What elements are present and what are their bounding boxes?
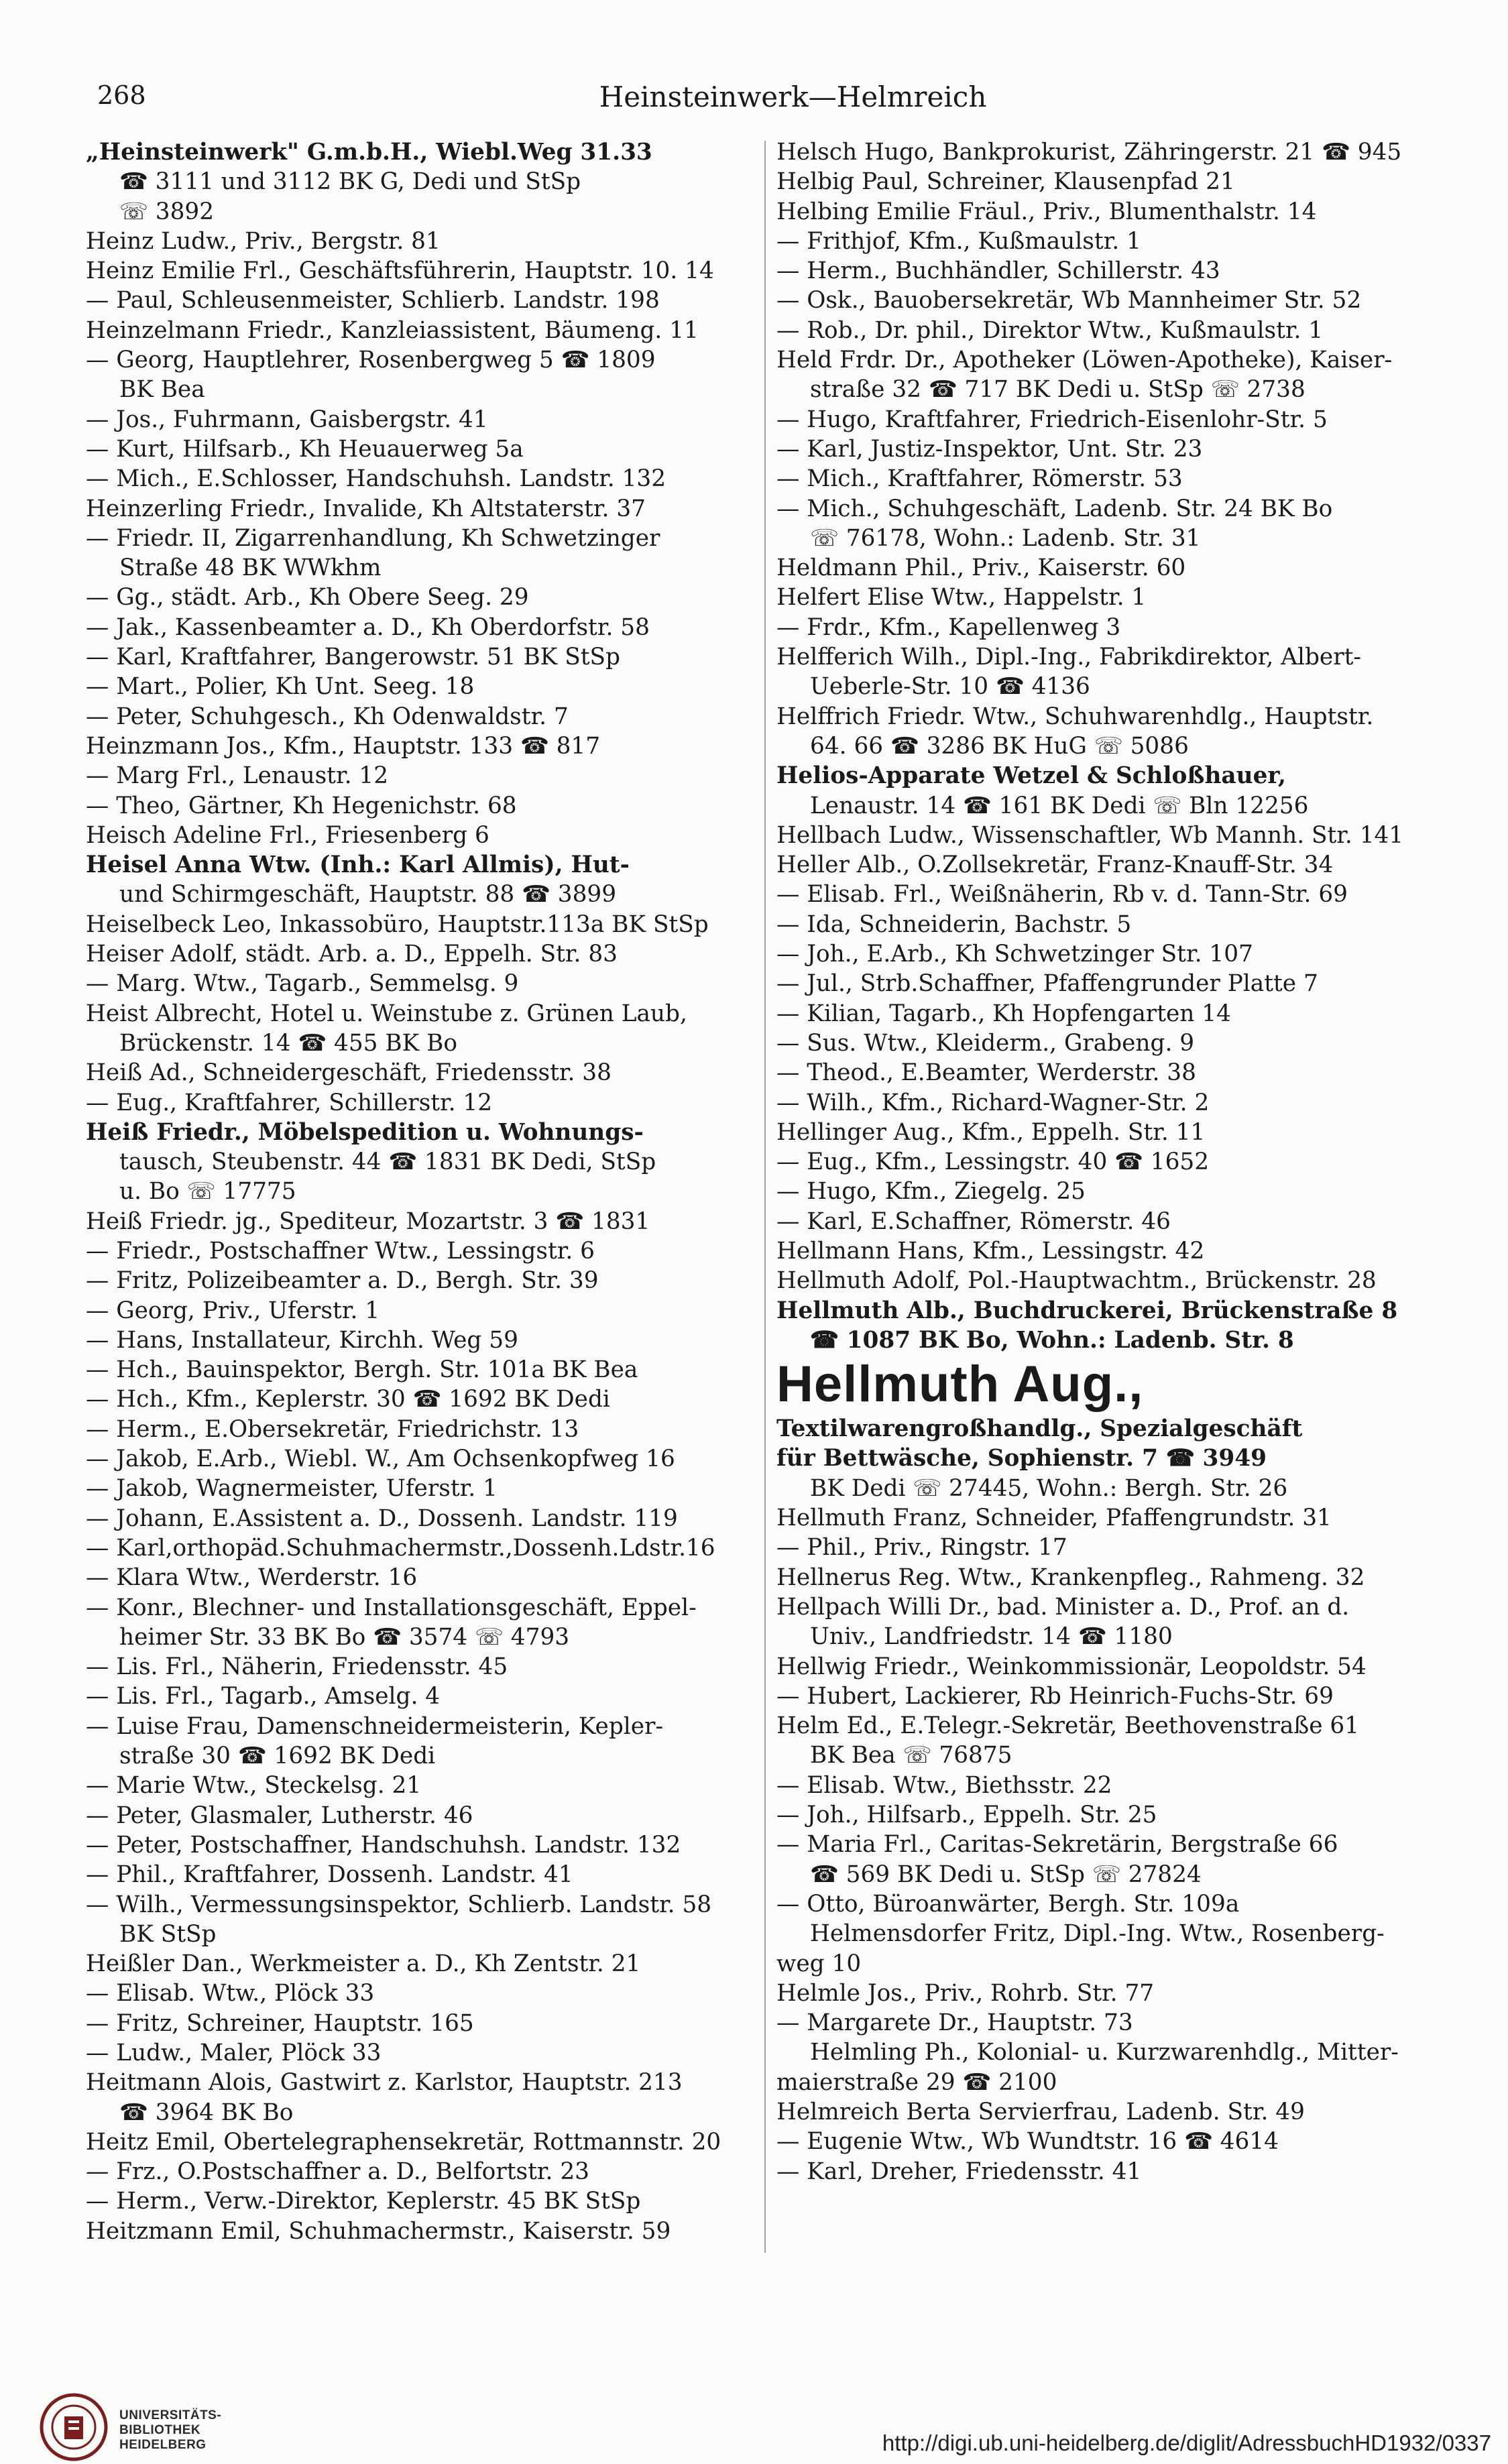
directory-entry-line: — Elisab. Wtw., Biethsstr. 22 [776, 1771, 1112, 1799]
directory-entry-line: — Ludw., Maler, Plöck 33 [86, 2040, 382, 2066]
source-url[interactable]: http://digi.ub.uni-heidelberg.de/diglit/AdressbuchHD1932/0337 [882, 2430, 1491, 2455]
directory-entry-line: Helmling Ph., Kolonial- u. Kurzwarenhdlg., Mitter- [810, 2039, 1399, 2066]
directory-entry-line: — Luise Frau, Damenschneidermeisterin, Kepler- [86, 1712, 664, 1740]
directory-entry-line: — Theod., E.Beamter, Werderstr. 38 [776, 1059, 1196, 1087]
directory-entry-line: BK Dedi ☏ 27445, Wohn.: Bergh. Str. 26 [810, 1474, 1288, 1502]
left-column [86, 137, 760, 2256]
directory-entry-line: BK StSp [119, 1920, 217, 1948]
directory-entry-line: — Fritz, Polizeibeamter a. D., Bergh. Str. 39 [86, 1267, 599, 1295]
directory-entry-line: weg 10 [776, 1950, 862, 1977]
directory-entry-line: Helffrich Friedr. Wtw., Schuhwarenhdlg., Hauptstr. [776, 703, 1374, 730]
directory-entry-line: und Schirmgeschäft, Hauptstr. 88 ☎ 3899 [119, 881, 617, 908]
directory-entry-line: Heitzmann Emil, Schuhmachermstr., Kaiserstr. 59 [86, 2217, 671, 2245]
directory-entry-line: Hellwig Friedr., Weinkommissionär, Leopoldstr. 54 [776, 1653, 1367, 1680]
directory-entry-line: — Johann, E.Assistent a. D., Dossenh. Landstr. 119 [86, 1505, 678, 1532]
directory-entry-line: — Herm., Buchhändler, Schillerstr. 43 [776, 257, 1220, 285]
directory-entry-line: für Bettwäsche, Sophienstr. 7 ☎ 3949 [776, 1445, 1267, 1472]
directory-entry-line: — Peter, Postschaffner, Handschuhsh. Landstr. 132 [86, 1831, 681, 1859]
directory-entry-line: — Lis. Frl., Näherin, Friedensstr. 45 [86, 1653, 508, 1681]
directory-entry-line: Heisch Adeline Frl., Friesenberg 6 [86, 821, 489, 849]
directory-entry-line: — Joh., Hilfsarb., Eppelh. Str. 25 [776, 1802, 1157, 1829]
directory-entry-line: — Theo, Gärtner, Kh Hegenichstr. 68 [86, 792, 517, 819]
directory-entry-line: — Karl, E.Schaffner, Römerstr. 46 [776, 1208, 1171, 1235]
directory-entry-line: Heiß Ad., Schneidergeschäft, Friedensstr. 38 [86, 1059, 612, 1087]
directory-entry-line: — Sus. Wtw., Kleiderm., Grabeng. 9 [776, 1029, 1195, 1057]
directory-entry-line: — Rob., Dr. phil., Direktor Wtw., Kußmaulstr. 1 [776, 316, 1324, 344]
running-head: Heinsteinwerk—Helmreich [599, 80, 987, 113]
directory-entry-line: — Klara Wtw., Werderstr. 16 [86, 1564, 418, 1592]
page-footer [0, 2380, 1508, 2464]
directory-entry-line: — Jakob, Wagnermeister, Uferstr. 1 [86, 1475, 498, 1503]
directory-entry-line: — Georg, Hauptlehrer, Rosenbergweg 5 ☎ 1809 [86, 347, 656, 374]
directory-entry-line: — Jak., Kassenbeamter a. D., Kh Oberdorfstr. 58 [86, 613, 650, 641]
directory-entry-line: straße 32 ☎ 717 BK Dedi u. StSp ☏ 2738 [810, 376, 1306, 404]
directory-entry-line: — Mich., E.Schlosser, Handschuhsh. Landstr. 132 [86, 465, 666, 493]
directory-entry-line: — Konr., Blechner- und Installationsgeschäft, Eppel- [86, 1594, 697, 1621]
directory-entry-line: — Fritz, Schreiner, Hauptstr. 165 [86, 2009, 474, 2037]
directory-entry-line: — Karl, Dreher, Friedensstr. 41 [776, 2158, 1142, 2185]
directory-entry-line: ☎ 569 BK Dedi u. StSp ☏ 27824 [810, 1861, 1202, 1888]
page-number: 268 [97, 80, 146, 110]
directory-entry-line: — Kilian, Tagarb., Kh Hopfengarten 14 [776, 1000, 1231, 1027]
directory-entry-line: ☏ 76178, Wohn.: Ladenb. Str. 31 [810, 524, 1201, 552]
directory-entry-line: — Ida, Schneiderin, Bachstr. 5 [776, 911, 1132, 938]
university-seal-icon [39, 2392, 109, 2463]
directory-entry-line: „Heinsteinwerk" G.m.b.H., Wiebl.Weg 31.33 [86, 139, 652, 166]
directory-entry-line: — Gg., städt. Arb., Kh Obere Seeg. 29 [86, 584, 529, 611]
directory-entry-line: Heitz Emil, Obertelegraphensekretär, Rottmannstr. 20 [86, 2128, 721, 2156]
directory-entry-line: — Karl, Justiz-Inspektor, Unt. Str. 23 [776, 435, 1203, 463]
directory-entry-line: Hellmuth Franz, Schneider, Pfaffengrundstr. 31 [776, 1505, 1332, 1532]
directory-entry-line: — Jul., Strb.Schaffner, Pfaffengrunder Platte 7 [776, 970, 1318, 998]
directory-entry-line: Heißler Dan., Werkmeister a. D., Kh Zentstr. 21 [86, 1950, 641, 1978]
directory-entry-line: Ueberle-Str. 10 ☎ 4136 [810, 673, 1090, 701]
directory-entry-line: — Phil., Priv., Ringstr. 17 [776, 1534, 1067, 1562]
directory-entry-line: — Frz., O.Postschaffner a. D., Belfortstr. 23 [86, 2158, 589, 2186]
directory-entry-line: — Peter, Glasmaler, Lutherstr. 46 [86, 1802, 473, 1829]
column-divider [764, 141, 766, 2253]
directory-entry-line: — Osk., Bauobersekretär, Wb Mannheimer Str. 52 [776, 287, 1362, 314]
directory-entry-line: Hellbach Ludw., Wissenschaftler, Wb Mannh. Str. 141 [776, 821, 1404, 849]
directory-entry-line: Heiser Adolf, städt. Arb. a. D., Eppelh. Str. 83 [86, 941, 618, 968]
library-name: UNIVERSITÄTS- BIBLIOTHEK HEIDELBERG [119, 2408, 222, 2452]
directory-entry-line: Hellinger Aug., Kfm., Eppelh. Str. 11 [776, 1118, 1206, 1146]
directory-entry-line: Heiselbeck Leo, Inkassobüro, Hauptstr.113a BK StSp [86, 911, 709, 938]
directory-entry-line: Helmensdorfer Fritz, Dipl.-Ing. Wtw., Rosenberg- [810, 1920, 1385, 1948]
directory-entry-line: Heiß Friedr. jg., Spediteur, Mozartstr. 3 ☎ 1831 [86, 1208, 650, 1235]
directory-entry-line: Helmle Jos., Priv., Rohrb. Str. 77 [776, 1979, 1155, 2007]
directory-entry-line: — Phil., Kraftfahrer, Dossenh. Landstr. 41 [86, 1861, 573, 1889]
directory-entry-line: — Herm., E.Obersekretär, Friedrichstr. 13 [86, 1415, 579, 1443]
directory-entry-line: Hellmann Hans, Kfm., Lessingstr. 42 [776, 1237, 1205, 1265]
directory-entry-line: Univ., Landfriedstr. 14 ☎ 1180 [810, 1623, 1173, 1651]
directory-entry-line: — Eug., Kfm., Lessingstr. 40 ☎ 1652 [776, 1149, 1210, 1176]
directory-entry-line: Heist Albrecht, Hotel u. Weinstube z. Grünen Laub, [86, 1000, 687, 1027]
directory-entry-line: — Marie Wtw., Steckelsg. 21 [86, 1772, 422, 1800]
directory-entry-line: — Jos., Fuhrmann, Gaisbergstr. 41 [86, 406, 488, 433]
right-column [776, 137, 1457, 2256]
directory-entry-line: ☎ 3111 und 3112 BK G, Dedi und StSp [119, 168, 581, 196]
directory-entry-line: — Friedr., Postschaffner Wtw., Lessingstr. 6 [86, 1237, 595, 1265]
page-header [97, 80, 1489, 121]
directory-entry-line: — Wilh., Vermessungsinspektor, Schlierb. Landstr. 58 [86, 1891, 712, 1918]
directory-entry-line: Hellnerus Reg. Wtw., Krankenpfleg., Rahmeng. 32 [776, 1564, 1365, 1591]
directory-entry-line: — Otto, Büroanwärter, Bergh. Str. 109a [776, 1890, 1240, 1918]
directory-entry-line: — Karl, Kraftfahrer, Bangerowstr. 51 BK StSp [86, 644, 620, 671]
directory-entry-line: — Hans, Installateur, Kirchh. Weg 59 [86, 1326, 518, 1354]
directory-entry-line: Heinzelmann Friedr., Kanzleiassistent, Bäumeng. 11 [86, 316, 699, 344]
directory-entry-line: Hellpach Willi Dr., bad. Minister a. D., Prof. an d. [776, 1593, 1350, 1621]
directory-entry-line: Textilwarengroßhandlg., Spezialgeschäft [776, 1415, 1303, 1443]
directory-entry-line: — Jakob, E.Arb., Wiebl. W., Am Ochsenkopfweg 16 [86, 1446, 675, 1473]
directory-entry-line: Heinz Ludw., Priv., Bergstr. 81 [86, 227, 441, 255]
directory-entry-line: — Elisab. Wtw., Plöck 33 [86, 1980, 375, 2007]
directory-entry-line: ☎ 3964 BK Bo [119, 2099, 294, 2126]
directory-entry-line: Hellmuth Aug., [776, 1356, 1144, 1413]
directory-entry-line: — Marg Frl., Lenaustr. 12 [86, 762, 389, 790]
directory-entry-line: — Marg. Wtw., Tagarb., Semmelsg. 9 [86, 970, 519, 998]
directory-entry-line: Helfert Elise Wtw., Happelstr. 1 [776, 584, 1147, 611]
directory-entry-line: — Frithjof, Kfm., Kußmaulstr. 1 [776, 227, 1141, 255]
directory-entry-line: — Peter, Schuhgesch., Kh Odenwaldstr. 7 [86, 703, 569, 730]
directory-entry-line: BK Bea ☏ 76875 [810, 1742, 1012, 1769]
directory-entry-line: — Mart., Polier, Kh Unt. Seeg. 18 [86, 673, 475, 701]
directory-entry-line: Heller Alb., O.Zollsekretär, Franz-Knauff-Str. 34 [776, 852, 1334, 879]
directory-entry-line: — Joh., E.Arb., Kh Schwetzinger Str. 107 [776, 941, 1253, 968]
directory-entry-line: ☎ 1087 BK Bo, Wohn.: Ladenb. Str. 8 [810, 1326, 1294, 1354]
directory-entry-line: u. Bo ☏ 17775 [119, 1178, 296, 1206]
directory-entry-line: Hellmuth Adolf, Pol.-Hauptwachtm., Brückenstr. 28 [776, 1267, 1377, 1295]
directory-entry-line: tausch, Steubenstr. 44 ☎ 1831 BK Dedi, StSp [119, 1149, 656, 1176]
directory-entry-line: BK Bea [119, 376, 205, 404]
directory-entry-line: Helbing Emilie Fräul., Priv., Blumenthalstr. 14 [776, 198, 1317, 225]
directory-entry-line: — Maria Frl., Caritas-Sekretärin, Bergstraße 66 [776, 1831, 1338, 1859]
directory-entry-line: — Georg, Priv., Uferstr. 1 [86, 1297, 380, 1324]
directory-entry-line: — Karl,orthopäd.Schuhmachermstr.,Dossenh.Ldstr.16 [86, 1534, 715, 1562]
directory-entry-line: Lenaustr. 14 ☎ 161 BK Dedi ☏ Bln 12256 [810, 792, 1309, 819]
directory-entry-line: Helbig Paul, Schreiner, Klausenpfad 21 [776, 168, 1235, 196]
directory-entry-line: — Hch., Kfm., Keplerstr. 30 ☎ 1692 BK Dedi [86, 1386, 610, 1413]
directory-entry-line: — Hugo, Kraftfahrer, Friedrich-Eisenlohr-Str. 5 [776, 406, 1328, 433]
directory-entry-line: Heitmann Alois, Gastwirt z. Karlstor, Hauptstr. 213 [86, 2069, 683, 2097]
directory-entry-line: — Lis. Frl., Tagarb., Amselg. 4 [86, 1683, 441, 1710]
directory-entry-line: Hellmuth Alb., Buchdruckerei, Brückenstraße 8 [776, 1297, 1398, 1324]
directory-entry-line: Heisel Anna Wtw. (Inh.: Karl Allmis), Hut- [86, 852, 630, 879]
directory-entry-line: — Hch., Bauinspektor, Bergh. Str. 101a BK Bea [86, 1356, 638, 1384]
directory-entry-line: Helios-Apparate Wetzel & Schloßhauer, [776, 762, 1286, 790]
directory-entry-line: — Hubert, Lackierer, Rb Heinrich-Fuchs-Str. 69 [776, 1682, 1334, 1710]
directory-entry-line: maierstraße 29 ☎ 2100 [776, 2068, 1057, 2096]
directory-entry-line: Heldmann Phil., Priv., Kaiserstr. 60 [776, 554, 1186, 582]
directory-entry-line: 64. 66 ☎ 3286 BK HuG ☏ 5086 [810, 732, 1189, 760]
directory-entry-line: Heinzerling Friedr., Invalide, Kh Altstaterstr. 37 [86, 495, 646, 522]
directory-entry-line: — Eug., Kraftfahrer, Schillerstr. 12 [86, 1089, 493, 1116]
directory-entry-line: Straße 48 BK WWkhm [119, 554, 382, 582]
directory-entry-line: — Wilh., Kfm., Richard-Wagner-Str. 2 [776, 1089, 1210, 1116]
directory-entry-line: — Herm., Verw.-Direktor, Keplerstr. 45 BK StSp [86, 2188, 641, 2215]
directory-entry-line: Helsch Hugo, Bankprokurist, Zähringerstr. 21 ☎ 945 [776, 139, 1402, 166]
directory-entry-line: Held Frdr. Dr., Apotheker (Löwen-Apotheke), Kaiser- [776, 347, 1393, 374]
directory-entry-line: ☏ 3892 [119, 198, 215, 225]
directory-entry-line: — Elisab. Frl., Weißnäherin, Rb v. d. Tann-Str. 69 [776, 881, 1348, 908]
directory-entry-line: straße 30 ☎ 1692 BK Dedi [119, 1743, 436, 1770]
directory-entry-line: — Friedr. II, Zigarrenhandlung, Kh Schwetzinger [86, 524, 660, 552]
directory-entry-line: — Eugenie Wtw., Wb Wundtstr. 16 ☎ 4614 [776, 2128, 1279, 2156]
directory-entry-line: Helmreich Berta Servierfrau, Ladenb. Str. 49 [776, 2099, 1305, 2125]
directory-entry-line: — Margarete Dr., Hauptstr. 73 [776, 2009, 1133, 2037]
directory-entry-line: Heinz Emilie Frl., Geschäftsführerin, Hauptstr. 10. 14 [86, 257, 714, 285]
directory-entry-line: Heiß Friedr., Möbelspedition u. Wohnungs- [86, 1118, 644, 1146]
directory-entry-line: — Mich., Schuhgeschäft, Ladenb. Str. 24 BK Bo [776, 495, 1333, 522]
directory-entry-line: — Frdr., Kfm., Kapellenweg 3 [776, 613, 1121, 641]
directory-entry-line: Helfferich Wilh., Dipl.-Ing., Fabrikdirektor, Albert- [776, 644, 1361, 671]
directory-entry-line: Heinzmann Jos., Kfm., Hauptstr. 133 ☎ 817 [86, 732, 601, 760]
directory-entry-line: — Paul, Schleusenmeister, Schlierb. Landstr. 198 [86, 287, 660, 314]
directory-entry-line: — Hugo, Kfm., Ziegelg. 25 [776, 1178, 1086, 1206]
directory-entry-line: Helm Ed., E.Telegr.-Sekretär, Beethovenstraße 61 [776, 1712, 1360, 1740]
directory-entry-line: Brückenstr. 14 ☎ 455 BK Bo [119, 1029, 457, 1057]
directory-entry-line: heimer Str. 33 BK Bo ☎ 3574 ☏ 4793 [119, 1623, 570, 1651]
directory-entry-line: — Kurt, Hilfsarb., Kh Heuauerweg 5a [86, 435, 524, 463]
directory-entry-line: — Mich., Kraftfahrer, Römerstr. 53 [776, 465, 1183, 493]
